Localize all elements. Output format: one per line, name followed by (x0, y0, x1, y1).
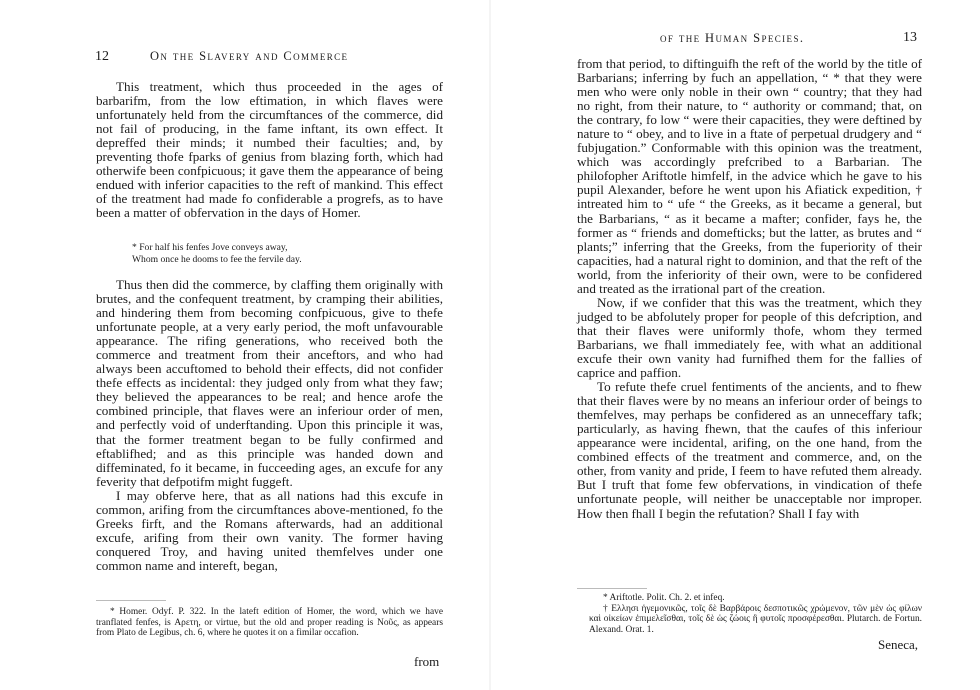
paragraph: I may obferve here, that as all nations had this excufe in common, arifing from the circumftances above-mentioned, fo the Greeks firft, and the Romans afterwards, had an additional excufe, arifing from their own vanity. The former having conquered Troy, and having united themfelves under one common name and intereft, began, (96, 487, 443, 573)
verse-line: * For half his fenfes Jove conveys away, (132, 242, 288, 253)
right-page (490, 0, 980, 690)
footnote-text: * Homer. Odyf. P. 322. In the lateft edition of Homer, the word, which we have tranflated fenfes, is Αρετη, or virtue, but the old and proper reading is Νοῦς, as appears from Plato de Legibus, ch. 6, where he quotes it on a fimilar occafion. (96, 607, 443, 639)
verse-couplet (132, 242, 302, 266)
footnote-rule (96, 600, 166, 601)
verse-line: Whom once he dooms to fee the fervile day. (132, 254, 302, 265)
body-text-upper (96, 80, 443, 220)
paragraph: from that period, to diftinguifh the reft of the world by the title of Barbarians; inferring by fuch an appellation, “ * that they were men who were only noble in their own “ country; that they had no right, from their nature, to “ authority or command; that, on the contrary, fo low “ were their capacities, they were deftined by nature to “ obey, and to live in a ftate of perpetual drudgery and “ fubjugation.” Conformable with this opinion was the treatment, which was accordingly prefcribed to a Barbarian. The philofopher Ariftotle himfelf, in the advice which he gave to his pupil Alexander, before he went upon his Afiatick expedition, † intreated him to “ ufe “ the Greeks, as it became a general, but the Barbarians, “ as it became a mafter; confider, fays he, the former as “ friends and domefticks; but the latter, as brutes and “ plants;” inferring that the Greeks, from the fuperiority of their capacities, had a natural right to dominion, and that the reft of the world, from the inferiority of their own, were to be confidered and treated as the irrational part of the creation. (577, 56, 922, 296)
paragraph: To refute thefe cruel fentiments of the ancients, and to fhew that their flaves were by no means an inferiour order of beings to themfelves, may perhaps be confidered as an unneceffary tafk; particularly, as having fhewn, that the caufes of this inferiour appearance were incidental, arifing, on the one hand, from the combined effects of the treatment and commerce, and, on the other, from vanity and pride, I feem to have refuted them already. But I truft that fome few obfervations, in vindication of thefe unfortunate people, will neither be unacceptable nor improper. How then fhall I begin the refutation? Shall I fay with (577, 379, 922, 521)
paragraph: Thus then did the commerce, by claffing them originally with brutes, and the confequent treatment, by cramping their abilities, and hindering them from becoming confpicuous, give to thefe unfortunate people, at a very early period, the moft unfavourable appearance. The rifing generations, who received both the commerce and treatment from their anceftors, and who had always been accuftomed to behold their effects, did not confider thefe effects as incidental: they judged only from what they faw; they believed the appearances to be real; and hence arofe the combined principle, that flaves were an inferiour order of men, and perfectly void of underftanding. Upon this principle it was, that the former treatment began to be fully confirmed and eftablifhed; and as this principle was handed down and diffeminated, fo it became, in fucceeding ages, an excufe for any feverity that defpotifm might fuggeft. (96, 277, 443, 489)
catchword: Seneca, (878, 637, 919, 652)
catchword: from (414, 654, 440, 669)
footnote (96, 607, 443, 639)
paragraph: Now, if we confider that this was the treatment, which they judged to be abfolutely proper for people of this defcription, and that their flaves were uniformly thofe, whom they termed Barbarians, we fhall immediately fee, with what an additional excufe their own vanity had furnifhed them for the fallies of caprice and paffion. (577, 294, 922, 381)
footnote-rule (577, 588, 647, 589)
footnote-text: † Ελλησι ἡγεμονικῶς, τοῖς δὲ Βαρβάροις δεσποτικῶς χρώμενον, τῶν μὲν ὡς φίλων καὶ οἰκείων ἐπιμελεῖσθαι, τοῖς δὲ ὡς ζώοις ἢ φυτοῖς προσφέρεσθαι. Plutarch. de Fortun. Alexand. Orat. 1. (589, 603, 922, 636)
page-number: 12 (95, 49, 109, 64)
body-text (577, 57, 922, 521)
page-number: 13 (903, 30, 917, 45)
footnote-text: * Ariftotle. Polit. Ch. 2. et infeq. (603, 593, 725, 603)
paragraph: This treatment, which thus proceeded in the ages of barbarifm, from the low eftimation, in which flaves were unfortunately held from the circumftances of the commerce, did not fail of producing, in the fame inftant, its own effect. It depreffed their minds; it numbed their faculties; and, by preventing thofe fparks of genius from blazing forth, which had otherwife been confpicuous; it gave them the appearance of being endued with inferior capacities to the reft of mankind. This effect of the treatment had made fo confiderable a progrefs, as to have been a matter of obfervation in the days of Homer. (96, 79, 443, 221)
footnotes (589, 593, 922, 636)
running-head: of the Human Species. (660, 31, 805, 45)
running-head: On the Slavery and Commerce (150, 49, 349, 63)
body-text-lower (96, 278, 443, 573)
